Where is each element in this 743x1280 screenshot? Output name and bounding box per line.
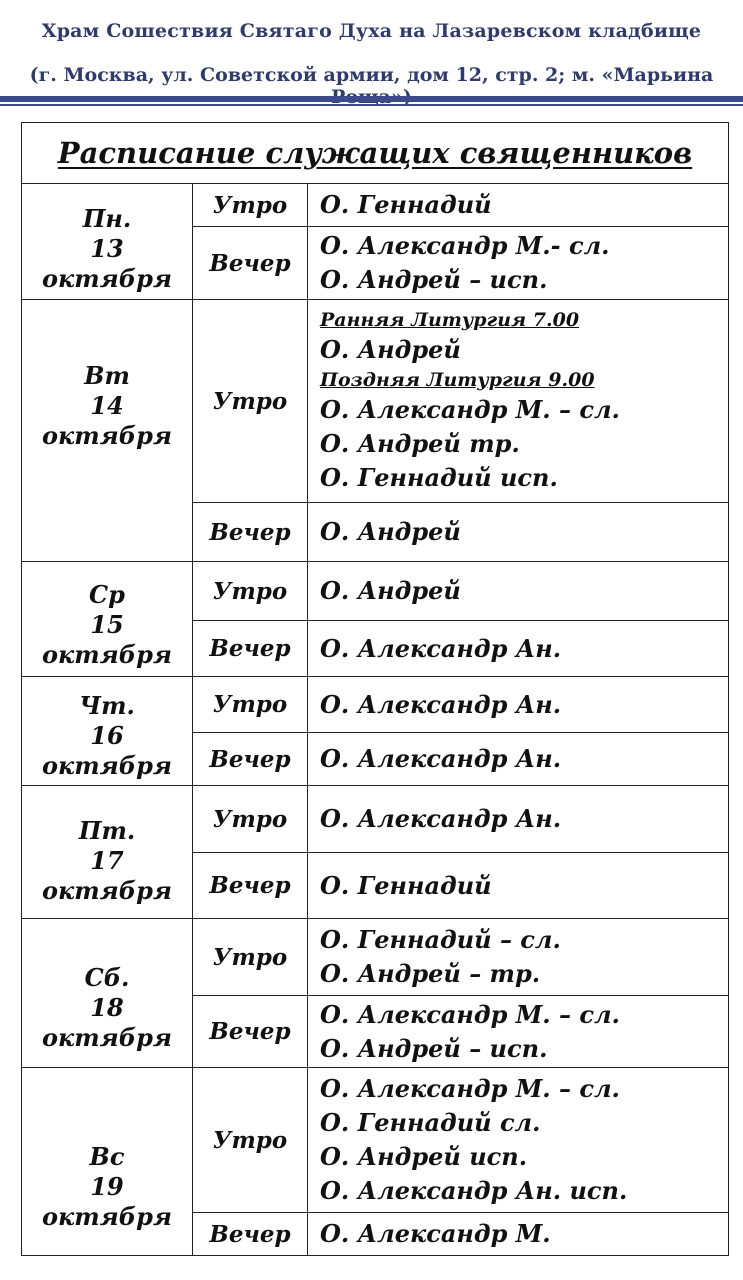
priest-line: О. Александр М.- сл. bbox=[320, 231, 610, 260]
day-cell-sun bbox=[22, 1068, 193, 1256]
weekday: Вс bbox=[89, 1141, 125, 1171]
date: 14 октября bbox=[42, 390, 172, 450]
weekday: Пн. bbox=[82, 203, 132, 233]
church-name: Храм Сошествия Святаго Духа на Лазаревском кладбище bbox=[41, 20, 702, 42]
date: 13 октября bbox=[42, 233, 172, 293]
morning-label: Утро bbox=[193, 677, 308, 733]
priest-line: О. Александр М. – сл. bbox=[320, 1074, 620, 1103]
date: 18 октября bbox=[42, 993, 172, 1052]
evening-priests bbox=[308, 227, 729, 300]
morning-priests bbox=[308, 184, 729, 227]
evening-label: Вечер bbox=[193, 503, 308, 562]
priest-line: О. Андрей исп. bbox=[320, 1142, 528, 1171]
morning-label: Утро bbox=[193, 786, 308, 853]
evening-label: Вечер bbox=[193, 996, 308, 1068]
priest-line: О. Александр Ан. bbox=[320, 804, 562, 833]
evening-priests bbox=[308, 1213, 729, 1256]
priest-line: О. Андрей – тр. bbox=[320, 959, 541, 988]
church-address: (г. Москва, ул. Советской армии, дом 12, стр. 2; м. «Марьина bbox=[29, 64, 714, 86]
day-cell-thu bbox=[22, 677, 193, 786]
evening-label: Вечер bbox=[193, 1213, 308, 1256]
evening-priests bbox=[308, 996, 729, 1068]
morning-label: Утро bbox=[193, 184, 308, 227]
priest-line: О. Александр М. – сл. bbox=[320, 395, 620, 424]
header-divider-thin bbox=[0, 104, 743, 106]
day-cell-sat bbox=[22, 919, 193, 1068]
morning-label: Утро bbox=[193, 562, 308, 621]
morning-priests bbox=[308, 677, 729, 733]
evening-label: Вечер bbox=[193, 621, 308, 677]
weekday: Пт. bbox=[78, 816, 136, 845]
evening-label: Вечер bbox=[193, 227, 308, 300]
evening-label: Вечер bbox=[193, 733, 308, 786]
morning-label: Утро bbox=[193, 919, 308, 996]
schedule-title-cell bbox=[22, 123, 729, 184]
schedule-table bbox=[21, 122, 729, 1256]
priest-line: О. Геннадий сл. bbox=[320, 1108, 541, 1137]
evening-priests bbox=[308, 733, 729, 786]
priest-line: О. Геннадий bbox=[320, 190, 492, 219]
priest-line: О. Геннадий исп. bbox=[320, 463, 558, 492]
date: 16 октября bbox=[42, 721, 172, 780]
liturgy-early-title: Ранняя Литургия 7.00 bbox=[320, 309, 580, 331]
priest-line: О. Александр М. – сл. bbox=[320, 999, 620, 1029]
day-cell-wed bbox=[22, 562, 193, 677]
morning-label: Утро bbox=[193, 1068, 308, 1213]
evening-priests bbox=[308, 853, 729, 919]
header-divider-thick bbox=[0, 96, 743, 102]
priest-line: О. Андрей bbox=[320, 517, 461, 546]
date: 17 октября bbox=[42, 846, 172, 905]
priest-line: О. Александр Ан. bbox=[320, 689, 562, 719]
priest-line: О. Андрей bbox=[320, 335, 461, 364]
morning-priests bbox=[308, 1068, 729, 1213]
schedule-title: Расписание служащих священников bbox=[57, 136, 693, 170]
liturgy-late-title: Поздняя Литургия 9.00 bbox=[320, 369, 595, 391]
priest-line: О. Александр Ан. исп. bbox=[320, 1176, 628, 1205]
priest-line: О. Геннадий – сл. bbox=[320, 925, 561, 954]
day-cell-fri bbox=[22, 786, 193, 919]
weekday: Чт. bbox=[79, 691, 135, 720]
priest-line: О. Александр М. bbox=[320, 1219, 551, 1248]
weekday: Сб. bbox=[84, 963, 130, 992]
evening-priests bbox=[308, 503, 729, 562]
priest-line: О. Геннадий bbox=[320, 870, 492, 900]
priest-line: О. Андрей – исп. bbox=[320, 265, 548, 294]
priest-line: О. Андрей тр. bbox=[320, 429, 520, 458]
weekday: Вт bbox=[84, 360, 130, 390]
evening-priests bbox=[308, 621, 729, 677]
day-cell-tue bbox=[22, 300, 193, 562]
date: 19 октября bbox=[42, 1171, 172, 1231]
priest-line: О. Андрей – исп. bbox=[320, 1033, 548, 1063]
morning-priests bbox=[308, 786, 729, 853]
weekday: Ср bbox=[89, 580, 125, 609]
priest-line: О. Александр Ан. bbox=[320, 633, 562, 663]
priest-line: О. Александр Ан. bbox=[320, 744, 562, 773]
evening-label: Вечер bbox=[193, 853, 308, 919]
morning-priests bbox=[308, 562, 729, 621]
date: 15 октября bbox=[42, 610, 172, 669]
morning-priests bbox=[308, 300, 729, 503]
priest-line: О. Андрей bbox=[320, 576, 461, 605]
morning-priests bbox=[308, 919, 729, 996]
day-cell-mon bbox=[22, 184, 193, 300]
morning-label: Утро bbox=[193, 300, 308, 503]
